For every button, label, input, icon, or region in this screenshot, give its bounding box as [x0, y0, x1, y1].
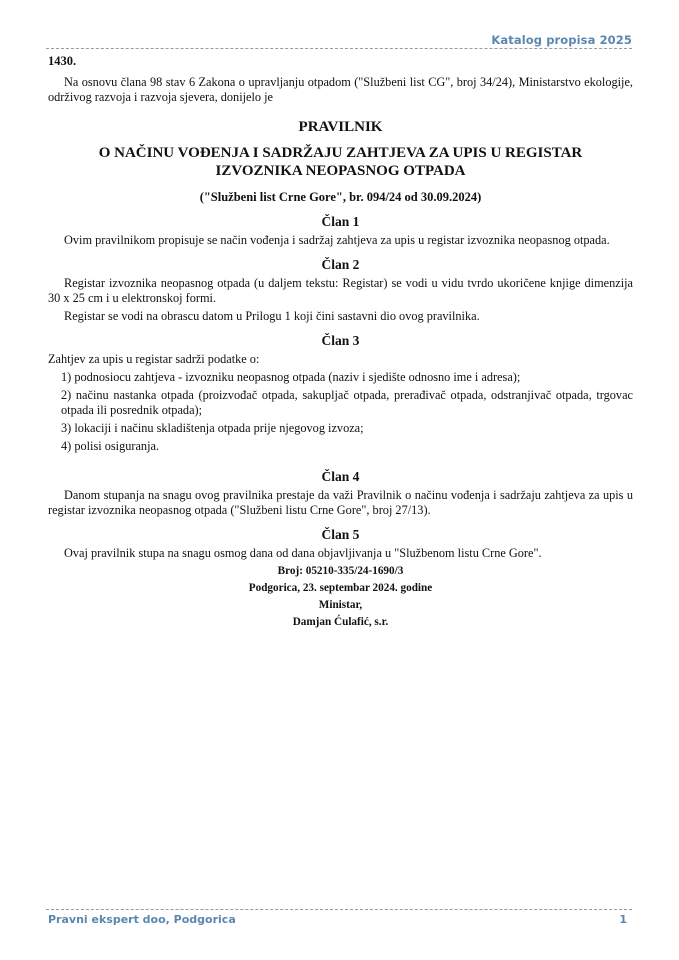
document-title: PRAVILNIK	[298, 119, 383, 135]
article-heading-5: Član 5	[321, 527, 360, 542]
article-3-item-4: 4) polisi osiguranja.	[61, 439, 160, 453]
subtitle-line-2: IZVOZNIKA NEOPASNOG OTPADA	[215, 163, 466, 179]
document-body	[48, 54, 633, 632]
gazette-reference: ("Službeni list Crne Gore", br. 094/24 od 30.09.2024)	[199, 190, 482, 204]
footer-publisher: Pravni ekspert doo, Podgorica	[48, 913, 236, 926]
subtitle-line-1: O NAČINU VOĐENJA I SADRŽAJU ZAHTJEVA ZA UPIS U REGISTAR	[98, 145, 583, 161]
article-heading-2: Član 2	[321, 257, 360, 272]
article-3-intro: Zahtjev za upis u registar sadrži podatke o:	[48, 352, 260, 366]
preamble: Na osnovu člana 98 stav 6 Zakona o upravljanju otpadom ("Službeni list CG", broj 34/24), Ministarstvo ekologije, održivog razvoja i razvoja sjevera, donijelo je	[48, 75, 633, 104]
article-3-item-3: 3) lokaciji i načinu skladištenja otpada prije njegovog izvoza;	[61, 421, 364, 435]
article-heading-1: Član 1	[321, 214, 360, 229]
document-subtitle	[48, 144, 633, 180]
article-heading-4: Član 4	[321, 469, 360, 484]
article-heading-3: Član 3	[321, 333, 360, 348]
document-number: 1430.	[48, 54, 77, 68]
header-divider	[46, 48, 632, 49]
page-number: 1	[619, 913, 627, 926]
signature-block	[48, 564, 633, 630]
article-2-paragraph-2: Registar se vodi na obrascu datom u Prilogu 1 koji čini sastavni dio ovog pravilnika.	[64, 309, 480, 323]
document-reference-number: Broj: 05210-335/24-1690/3	[277, 565, 404, 577]
signatory-role: Ministar,	[318, 599, 363, 611]
article-4-paragraph: Danom stupanja na snagu ovog pravilnika prestaje da važi Pravilnik o načinu vođenja i sadržaju zahtjeva za upis u registar izvoznika neopasnog otpada ("Službeni listu Crne Gore", broj 27/13).	[48, 488, 633, 517]
footer-divider	[46, 909, 632, 910]
article-2-paragraph-1: Registar izvoznika neopasnog otpada (u daljem tekstu: Registar) se vodi u vidu tvrdo ukoričene knjige dimenzija 30 x 25 cm i u elektronskoj formi.	[48, 276, 633, 305]
article-3-item-2: 2) načinu nastanka otpada (proizvođač otpada, sakupljač otpada, prerađivač otpada, odstranjivač otpada, trgovac otpada ili posrednik otpada);	[61, 388, 633, 417]
article-1-paragraph: Ovim pravilnikom propisuje se način vođenja i sadržaj zahtjeva za upis u registar izvoznika neopasnog otpada.	[64, 233, 610, 247]
article-5-paragraph: Ovaj pravilnik stupa na snagu osmog dana od dana objavljivanja u "Službenom listu Crne Gore".	[64, 546, 542, 560]
place-and-date: Podgorica, 23. septembar 2024. godine	[248, 582, 433, 594]
article-3-item-1: 1) podnosiocu zahtjeva - izvozniku neopasnog otpada (naziv i sjedište odnosno ime i adresa);	[61, 370, 521, 384]
signatory-name: Damjan Ćulafić, s.r.	[292, 616, 389, 628]
catalog-header: Katalog propisa 2025	[491, 33, 632, 47]
